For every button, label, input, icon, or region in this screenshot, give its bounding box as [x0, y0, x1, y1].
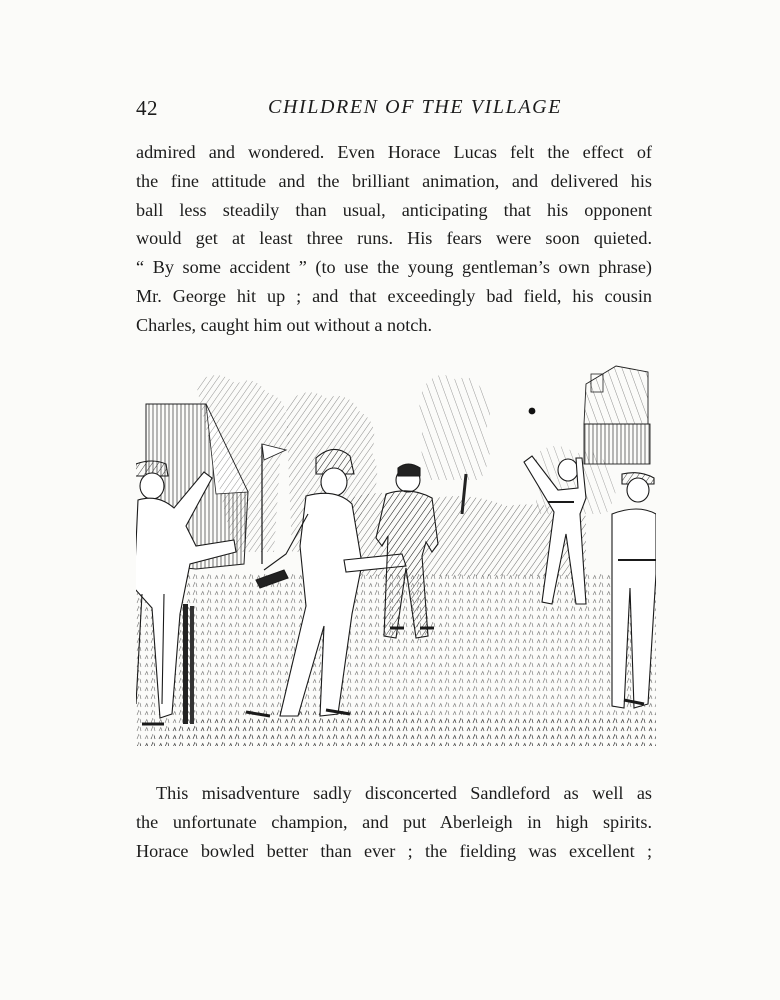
text-line: would get at least three runs. His fears were soon quieted. — [136, 228, 652, 249]
text-line: the unfortunate champion, and put Aberleigh in high spirits. — [136, 811, 652, 832]
house — [584, 366, 650, 464]
cricket-illustration — [136, 364, 656, 746]
text-line: admired and wondered. Even Horace Lucas felt the effect of — [136, 142, 652, 162]
running-title: CHILDREN OF THE VILLAGE — [268, 96, 563, 118]
text-line: “ By some accident ” (to use the young gentleman’s own phrase) — [136, 257, 652, 278]
text-line: Horace bowled better than ever ; the fielding was excellent ; — [136, 840, 652, 861]
cricket-ball — [529, 408, 536, 415]
paragraph-2 — [136, 779, 652, 865]
page-header — [136, 96, 652, 122]
fielder-right-figure — [612, 473, 656, 708]
paragraph-1 — [136, 138, 652, 340]
text-line: ball less steadily than usual, anticipating that his opponent — [136, 199, 652, 220]
text-line: the fine attitude and the brilliant animation, and delivered his — [136, 170, 652, 191]
text-line: Mr. George hit up ; and that exceedingly bad field, his cousin — [136, 285, 652, 306]
text-line: This misadventure sadly disconcerted Sandleford as well as — [156, 783, 652, 803]
page-number: 42 — [136, 96, 158, 120]
text-line: Charles, caught him out without a notch. — [136, 314, 432, 335]
